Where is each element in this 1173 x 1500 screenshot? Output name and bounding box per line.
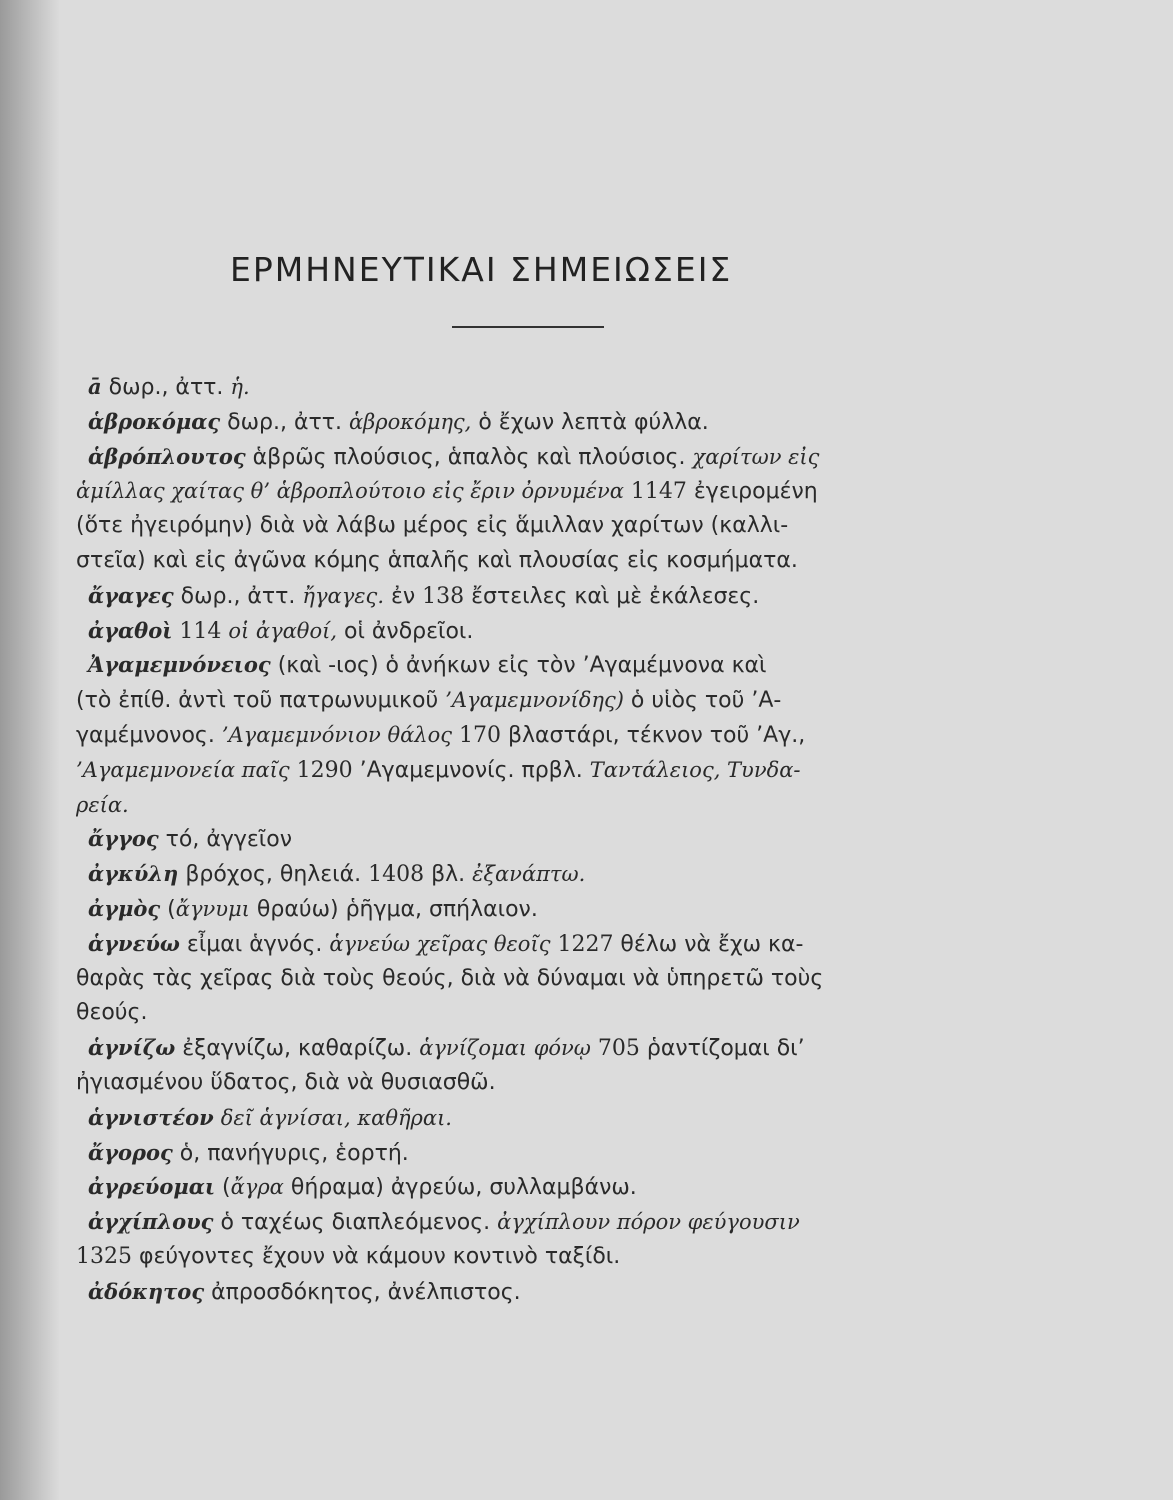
lemma: ἄγγος	[88, 826, 159, 852]
gloss: θαρὰς τὰς χεῖρας διὰ τοὺς θεούς, διὰ νὰ δύναμαι νὰ ὑπηρετῶ τοὺς	[76, 965, 824, 991]
lemma: ἀγαθοὶ	[88, 617, 173, 643]
entry-line	[76, 1031, 996, 1066]
lemma: ā	[88, 374, 102, 399]
gloss: στεῖα) καὶ εἰς ἀγῶνα κόμης ἁπαλῆς καὶ πλουσίας εἰς κοσμήματα.	[76, 547, 798, 573]
entry-line	[76, 1066, 996, 1101]
lemma: ἀδόκητος	[88, 1278, 205, 1304]
entry-line	[76, 857, 996, 892]
entry-line	[76, 718, 996, 753]
entry-line	[76, 474, 996, 509]
italic-text: ἁβροκόμης,	[348, 409, 472, 434]
entry-line	[76, 962, 996, 997]
gloss: οἱ ἀνδρεῖοι.	[337, 618, 474, 644]
italic-text: ἄγρα	[230, 1175, 284, 1200]
gloss: (	[160, 896, 176, 922]
line-number: 705	[590, 1036, 640, 1062]
glossary-entries	[76, 370, 996, 1310]
gloss: (ὅτε ἠγειρόμην) διὰ νὰ λάβω μέρος εἰς ἅμιλλαν χαρίτων (καλλι-	[76, 513, 789, 539]
gloss: θήραμα) ἀγρεύω, συλλαμβάνω.	[283, 1175, 637, 1201]
line-number: 1290	[289, 757, 353, 783]
gloss: ὁ ἔχων λεπτὰ φύλλα.	[471, 409, 709, 435]
lemma: ἀγχίπλους	[88, 1209, 214, 1235]
italic-text: ἁγνίζομαι φόνῳ	[419, 1036, 591, 1061]
italic-text: δεῖ ἁγνίσαι, καθῆραι.	[220, 1105, 452, 1130]
italic-text: ἡ.	[230, 375, 250, 399]
line-number: 1325	[76, 1243, 132, 1269]
gloss: ἠγιασμένου ὕδατος, διὰ νὰ θυσιασθῶ.	[76, 1069, 496, 1095]
gloss: (καὶ -ιος) ὁ ἀνήκων εἰς τὸν ’Αγαμέμνονα καὶ	[270, 653, 767, 679]
line-number: 138	[422, 583, 465, 609]
gloss: ἐν	[384, 583, 423, 609]
gloss: δωρ., ἀττ.	[173, 583, 303, 609]
gloss: δωρ., ἀττ.	[108, 375, 231, 400]
gloss: ῥαντίζομαι δι’	[639, 1036, 805, 1062]
gloss: ἔστειλες καὶ μὲ ἐκάλεσες.	[464, 583, 760, 609]
lemma: ἀγρεύομαι	[88, 1174, 216, 1200]
entry-line	[76, 753, 996, 788]
gloss: θέλω νὰ ἔχω κα-	[613, 931, 804, 957]
lemma: ἁβροκόμας	[88, 408, 221, 434]
gloss: ’Αγαμεμνονίς. πρβλ.	[352, 757, 590, 783]
entry-line	[76, 370, 996, 405]
entry-line	[76, 927, 996, 962]
lemma: ἀγκύλη	[88, 861, 179, 887]
lemma: ἁβρόπλουτος	[88, 443, 246, 469]
entry-line	[76, 892, 996, 927]
entry-line	[76, 544, 996, 579]
entry-line	[76, 648, 996, 683]
entry-line	[76, 822, 996, 857]
lemma: ἁγνίζω	[88, 1035, 176, 1061]
lemma: ἀγμὸς	[88, 895, 161, 921]
gloss: βρόχος, θηλειά.	[178, 862, 369, 888]
italic-text: Ταντάλειος, Τυνδα-	[589, 757, 801, 782]
gloss: θεούς.	[76, 1000, 148, 1026]
gloss: ἁβρῶς πλούσιος, ἁπαλὸς καὶ πλούσιος.	[245, 444, 693, 470]
italic-text: οἱ ἀγαθοί,	[228, 618, 338, 643]
italic-text: χαρίτων εἰς	[692, 444, 820, 469]
gloss: εἶμαι ἁγνός.	[179, 931, 330, 957]
gloss: ἀπροσδόκητος, ἀνέλπιστος.	[204, 1279, 521, 1305]
line-number: 1147	[623, 479, 687, 505]
italic-text: ἤγαγες.	[302, 583, 384, 608]
italic-text: ἀγχίπλουν πόρον φεύγουσιν	[497, 1210, 800, 1235]
italic-text: ’Αγαμεμνονεία παῖς	[76, 757, 290, 782]
lemma: ἁγνεύω	[88, 930, 180, 956]
entry-line	[76, 579, 996, 614]
entry-line	[76, 1275, 996, 1310]
gloss	[214, 1106, 221, 1131]
entry-line	[76, 996, 996, 1031]
entry-line	[76, 440, 996, 475]
italic-text: ’Αγαμεμνόνιον θάλος	[221, 722, 452, 747]
gloss: ὁ ταχέως διαπλεόμενος.	[213, 1210, 498, 1236]
gloss: ὁ υἱὸς τοῦ ’Α-	[623, 688, 782, 714]
lemma: ἁγνιστέον	[88, 1104, 214, 1130]
entry-line	[76, 1170, 996, 1205]
italic-text: ἁμίλλας χαίτας θ’ ἁβροπλούτοιο εἰς ἔριν ὀρνυμένα	[76, 479, 624, 504]
gloss: φεύγοντες ἔχουν νὰ κάμουν κοντινὸ ταξίδι.	[132, 1243, 621, 1269]
entry-line	[76, 509, 996, 544]
gloss: ἐξαγνίζω, καθαρίζω.	[175, 1036, 420, 1062]
gloss: δωρ., ἀττ.	[220, 409, 349, 435]
line-number: 114	[172, 618, 229, 644]
gloss: (τὸ ἐπίθ. ἀντὶ τοῦ πατρωνυμικοῦ	[76, 688, 446, 714]
entry-line	[76, 1205, 996, 1240]
line-number: 1227	[550, 931, 614, 957]
page-title: ΕΡΜΗΝΕΥΤΙΚΑΙ ΣΗΜΕΙΩΣΕΙΣ	[230, 250, 733, 289]
italic-text: ἄγνυμι	[175, 896, 250, 921]
line-number: 170	[451, 722, 501, 748]
italic-text: ρεία.	[76, 792, 129, 817]
gloss: βλαστάρι, τέκνον τοῦ ’Αγ.,	[500, 722, 806, 748]
entry-line	[76, 788, 996, 823]
entry-line	[76, 683, 996, 718]
entry-line	[76, 1101, 996, 1136]
lemma: ἄγαγες	[88, 582, 174, 608]
italic-text: ἁγνεύω χεῖρας θεοῖς	[329, 931, 551, 956]
lemma: ἄγορος	[88, 1139, 173, 1165]
italic-text: ἐξανάπτω.	[472, 862, 586, 887]
gloss: (	[215, 1175, 231, 1201]
page-edge-shadow	[0, 0, 60, 1500]
title-rule	[452, 326, 604, 328]
entry-line	[76, 614, 996, 649]
lemma: Ἀγαμεμνόνειος	[88, 652, 271, 678]
entry-line	[76, 1240, 996, 1275]
gloss: τό, ἀγγεῖον	[158, 827, 292, 853]
entry-line	[76, 1136, 996, 1171]
gloss: θραύω) ῥῆγμα, σπήλαιον.	[249, 896, 538, 922]
gloss: βλ.	[424, 862, 473, 888]
gloss: γαμέμνονος.	[76, 722, 222, 748]
line-number: 1408	[368, 862, 425, 888]
entry-line	[76, 405, 996, 440]
gloss: ὁ, πανήγυρις, ἑορτή.	[172, 1140, 409, 1166]
italic-text: ’Αγαμεμνονίδης)	[445, 688, 624, 713]
gloss: ἐγειρομένη	[686, 479, 818, 505]
